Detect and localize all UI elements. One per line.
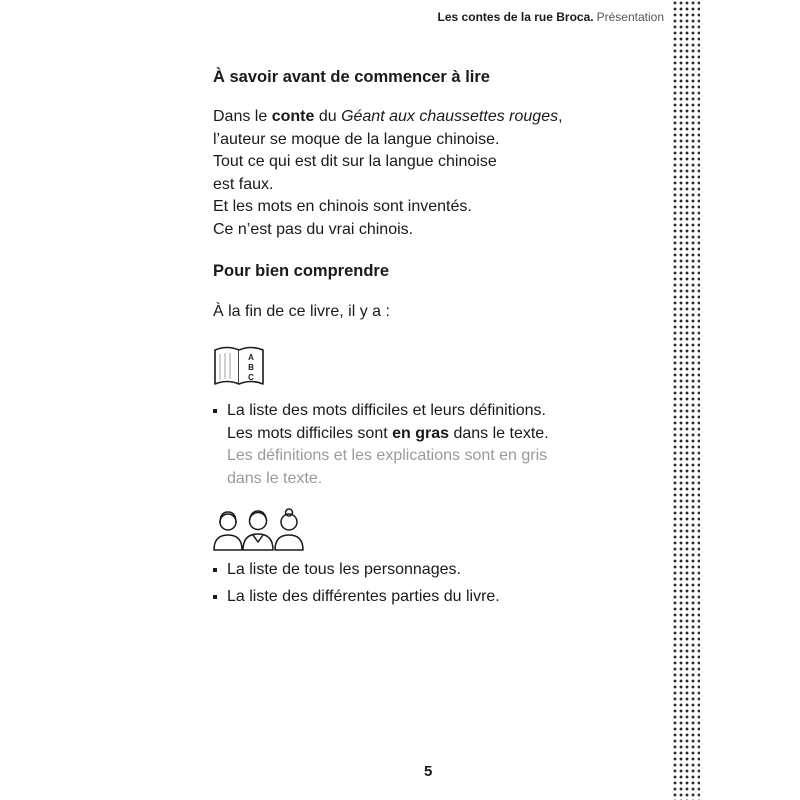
bullet-glossary-line-1: La liste des mots difficiles et leurs définitions.: [213, 400, 549, 423]
book-letter-b: B: [248, 363, 254, 372]
warning-line-4: est faux.: [213, 175, 274, 193]
bullet-glossary-line-2: Les mots difficiles sont en gras dans le texte.: [227, 424, 549, 442]
bullet-square-icon: [213, 595, 217, 599]
glossary-book-icon: [213, 344, 265, 388]
bullet-square-icon: [213, 568, 217, 572]
paragraph-warning: [213, 106, 563, 241]
warning-line-2: l’auteur se moque de la langue chinoise.: [213, 130, 500, 148]
bullet-parts: La liste des différentes parties du livre.: [213, 586, 500, 609]
bullet-glossary: [213, 400, 549, 490]
intro-text: À la fin de ce livre, il y a :: [213, 303, 390, 320]
warning-line-1: Dans le conte du Géant aux chaussettes rouges,: [213, 108, 563, 125]
bullet-characters: La liste de tous les personnages.: [213, 559, 461, 582]
warning-line-5: Et les mots en chinois sont inventés.: [213, 198, 472, 215]
bullet-glossary-line-4: dans le texte.: [227, 469, 323, 487]
warning-line-6: Ce n’est pas du vrai chinois.: [213, 220, 414, 238]
characters-people-icon: [213, 508, 305, 552]
book-letter-c: C: [248, 373, 254, 382]
heading-before-reading: À savoir avant de commencer à lire: [213, 68, 490, 86]
book-letter-a: A: [248, 353, 254, 362]
running-header: [438, 10, 664, 24]
bullet-glossary-line-3: Les définitions et les explications sont en gris: [227, 447, 548, 464]
dotted-edge-strip: [672, 0, 700, 800]
section-name: Présentation: [596, 10, 664, 24]
word-conte: conte: [271, 108, 315, 125]
book-title: Les contes de la rue Broca.: [437, 10, 594, 24]
bullet-square-icon: [213, 409, 217, 413]
story-title: Géant aux chaussettes rouges: [341, 108, 559, 125]
heading-understanding: Pour bien comprendre: [213, 262, 390, 280]
page-number: 5: [424, 763, 433, 780]
bold-example: en gras: [392, 424, 450, 442]
warning-line-3: Tout ce qui est dit sur la langue chinoise: [213, 153, 497, 170]
